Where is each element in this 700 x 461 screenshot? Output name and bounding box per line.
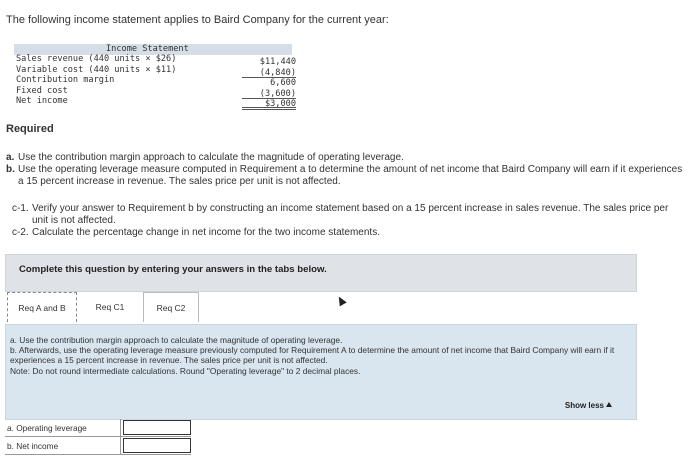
tab-req-c1[interactable]: Req C1 [95,302,125,312]
show-less-toggle[interactable] [565,401,612,410]
sales-revenue-value: $11,440 [259,57,296,67]
income-statement [14,44,296,110]
banner-text: Complete this question by entering your answers in the tabs below. [19,264,327,275]
instruction-note: Note: Do not round intermediate calculations. Round "Operating leverage" to 2 decimal places. [10,365,361,376]
mouse-cursor-icon [335,295,346,307]
net-income-label: Net income [16,96,68,107]
tab-instructions-text [10,335,622,376]
requirement-b [6,164,686,188]
operating-leverage-input[interactable] [123,420,191,435]
tab-instructions-panel [5,324,637,420]
answer-table [5,419,191,455]
income-statement-title: Income Statement [106,44,189,54]
requirement-a-text: Use the contribution margin approach to calculate the magnitude of operating leverage. [18,152,404,163]
requirement-a [6,152,686,164]
requirement-c2-text: Calculate the percentage change in net income for the two income statements. [32,227,380,238]
instructions-banner [5,254,637,292]
requirement-c2-tag: c-2. [12,227,29,238]
contribution-margin-label: Contribution margin [16,75,115,86]
show-less-label: Show less [564,401,604,410]
caret-up-icon [606,402,612,407]
requirement-c2 [12,227,672,239]
requirement-c1-tag: c-1. [12,203,29,214]
problem-intro: The following income statement applies to Baird Company for the current year: [6,14,389,26]
fixed-cost-value: (3,600) [242,89,296,100]
answer-row-operating-leverage [5,419,191,437]
requirement-tabs [5,292,637,324]
requirement-c1 [12,203,672,227]
tab-req-a-and-b[interactable]: Req A and B [7,292,77,322]
requirements-list [6,152,686,188]
required-heading: Required [6,123,54,135]
tab-req-c2[interactable]: Req C2 [143,292,199,322]
sales-revenue-label: Sales revenue (440 units × $26) [16,54,177,64]
contribution-margin-value: 6,600 [270,78,296,89]
fixed-cost-label: Fixed cost [16,85,68,96]
requirement-b-tag: b. [6,164,15,175]
requirement-a-tag: a. [6,152,15,163]
answer-row-net-income [5,437,191,455]
requirement-c1-text: Verify your answer to Requirement b by constructing an income statement based on a 15 percent increase in sales revenue. The sales price per unit is not affected. [32,203,669,226]
operating-leverage-label: a. Operating leverage [7,423,87,433]
net-income-value: $3,000 [242,99,296,110]
requirement-b-text: Use the operating leverage measure computed in Requirement a to determine the amount of net income that Baird Company will earn if it experiences a 15 percent increase in revenue. The sales price per unit is not affected. [18,164,683,187]
net-income-input[interactable] [123,438,191,453]
income-statement-values [242,57,296,110]
net-income-answer-label: b. Net income [7,441,59,451]
requirements-list-c [12,203,672,239]
instruction-a: a. Use the contribution margin approach to calculate the magnitude of operating leverage. [10,335,343,345]
variable-cost-label: Variable cost (440 units × $11) [16,64,177,75]
instruction-b: b. Afterwards, use the operating leverage measure previously computed for Requirement A to determine the amount of net income that Baird Company will earn if it experiences a 15 percent increase in revenue. The sales price per unit is not affected. [10,345,615,366]
variable-cost-value: (4,840) [242,68,296,79]
income-statement-labels [16,54,216,107]
